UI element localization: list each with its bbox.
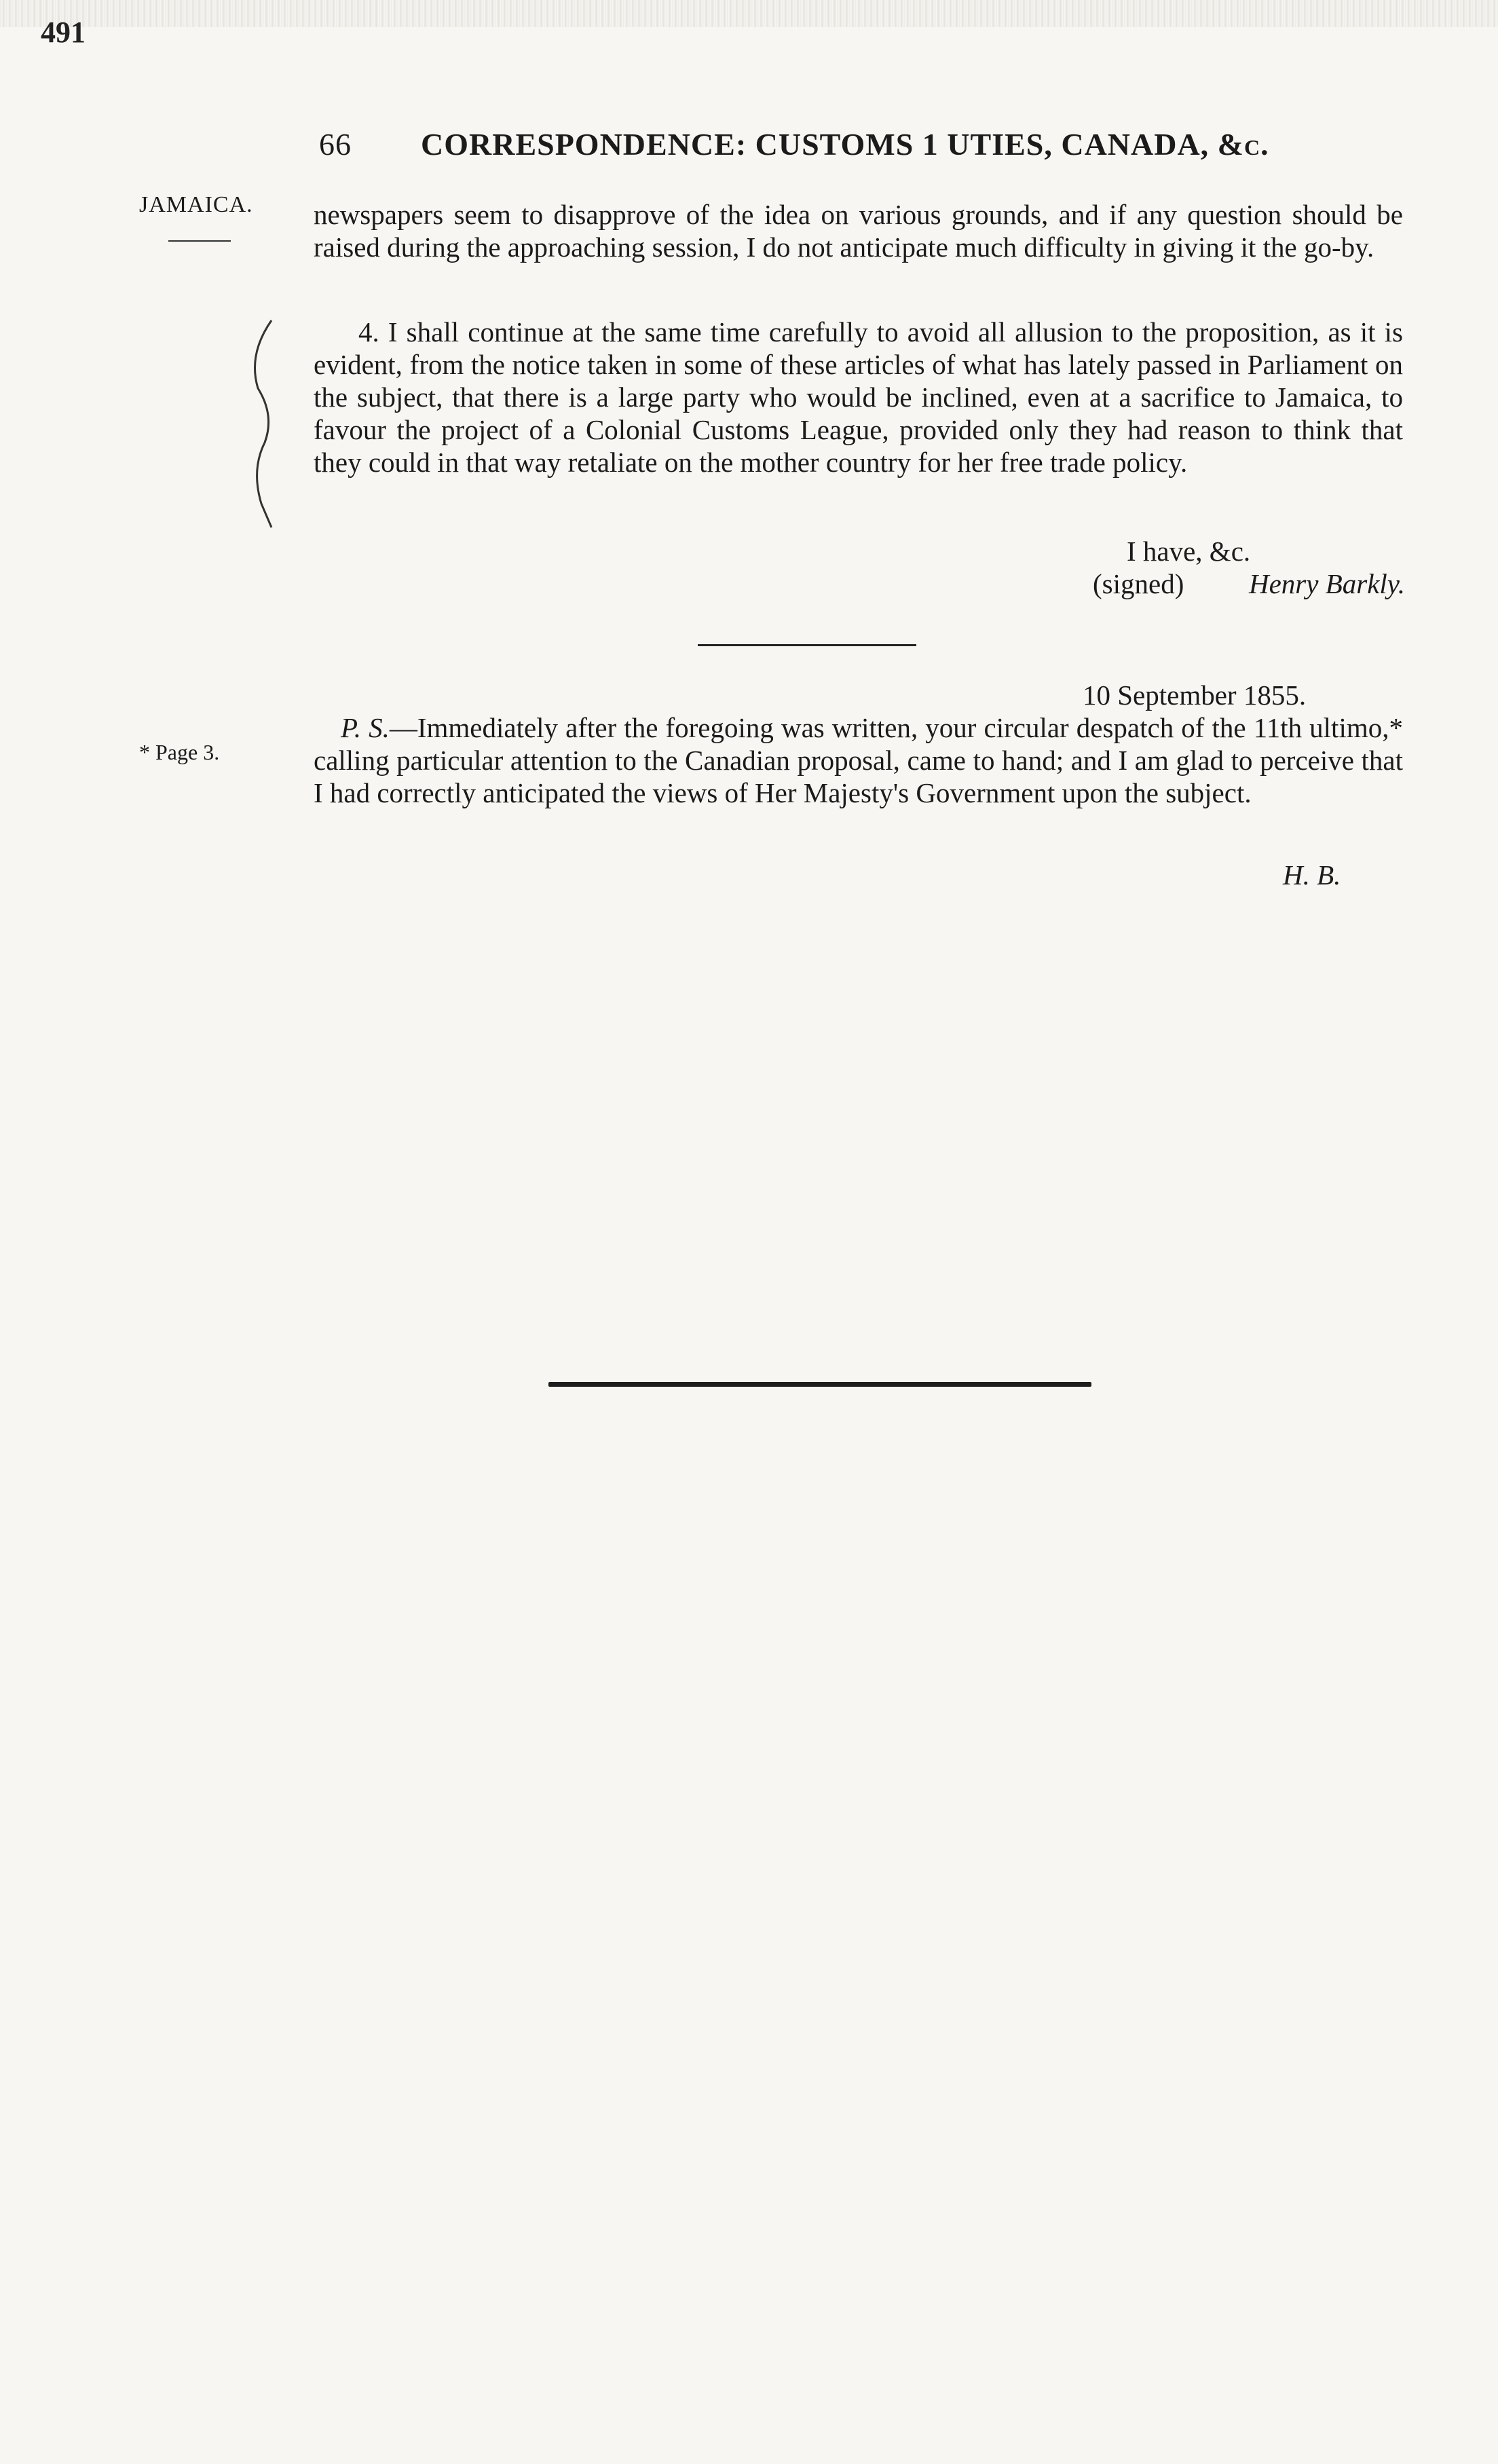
margin-footnote-reference: * Page 3.	[139, 740, 220, 764]
margin-bracket-mark	[244, 314, 285, 531]
closing-block	[1093, 535, 1405, 600]
postscript-initials: H. B.	[1283, 859, 1341, 891]
paragraph-4: 4. I shall continue at the same time carefully to avoid all allusion to the proposition, as it is evident, from the notice taken in some of these articles of what has lately passed in Parliament on the subject, that there is a large party who would be inclined, even at a sacrifice to Jamaica, to favour the project of a Colonial Customs League, provided only they had reason to think that they could in that way retaliate on the mother country for her free trade policy.	[314, 316, 1403, 478]
page-header	[319, 126, 1378, 162]
postscript	[314, 711, 1403, 809]
end-of-section-rule	[548, 1382, 1091, 1387]
handwritten-page-mark: 491	[41, 16, 86, 49]
closing-phrase: I have, &c.	[1127, 536, 1251, 567]
margin-label-rule	[168, 240, 231, 242]
signature: Henry Barkly.	[1249, 568, 1405, 599]
running-title: CORRESPONDENCE: CUSTOMS 1 UTIES, CANADA, &c.	[421, 127, 1269, 162]
postscript-lead: P. S.	[341, 712, 390, 743]
page-number: 66	[319, 127, 352, 162]
section-divider	[698, 644, 916, 646]
paragraph-continuation: newspapers seem to disapprove of the idea on various grounds, and if any question should be raised during the approaching session, I do not anticipate much difficulty in giving it the go-by.	[314, 199, 1403, 263]
margin-label-jamaica: JAMAICA.	[139, 192, 253, 217]
postscript-date: 10 September 1855.	[1083, 679, 1307, 711]
page-top-speckle	[0, 0, 1498, 27]
postscript-body: —Immediately after the foregoing was written, your circular despatch of the 11th ultimo,* calling particular attention to the Canadian proposal, came to hand; and I am glad to perceive that I had correctly anticipated the views of Her Majesty's Government upon the subject.	[314, 712, 1403, 808]
signed-label: (signed)	[1093, 568, 1184, 599]
